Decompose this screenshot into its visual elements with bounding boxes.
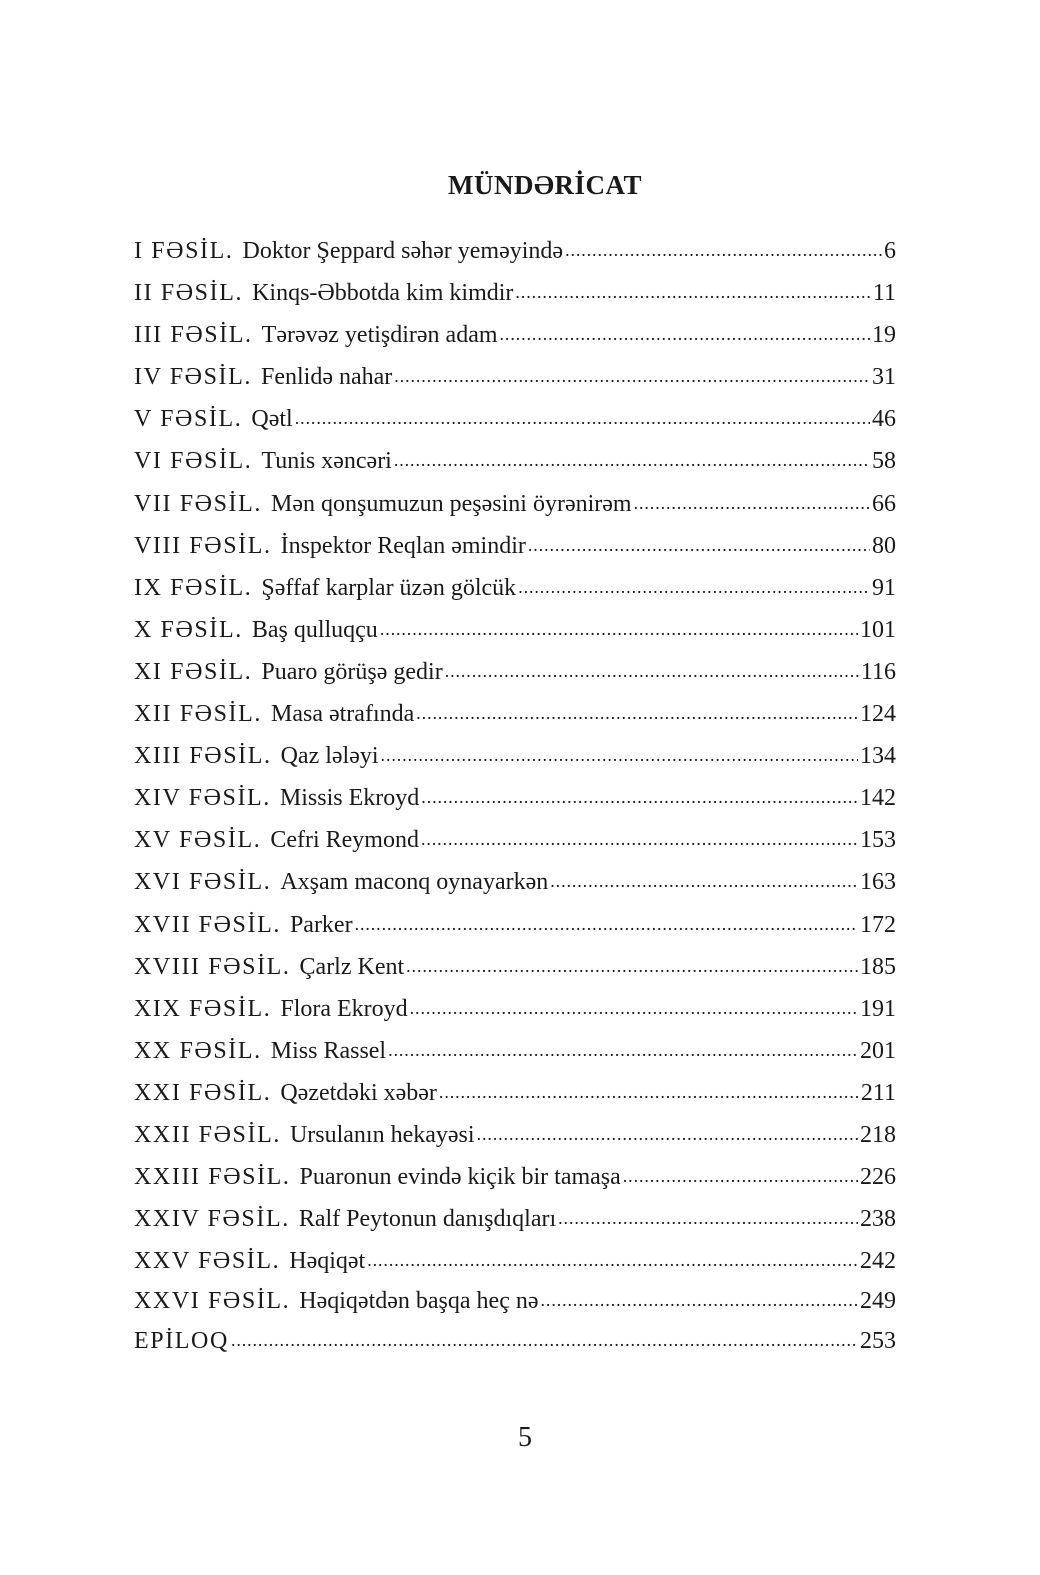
- toc-entry: [134, 1248, 896, 1288]
- chapter-page: 66: [872, 490, 896, 517]
- toc-entry: [134, 701, 896, 743]
- chapter-title: İnspektor Reqlan əmindir: [280, 532, 526, 559]
- dot-leader: [558, 1204, 858, 1231]
- chapter-page: 31: [872, 364, 896, 391]
- toc-entry: [134, 491, 896, 533]
- toc-entry-epilogue: [134, 1328, 896, 1370]
- table-of-contents: [134, 238, 896, 1370]
- chapter-label: I FƏSİL.: [134, 238, 234, 264]
- dot-leader: [565, 236, 882, 263]
- chapter-page: 185: [860, 953, 896, 980]
- chapter-label: XI FƏSİL.: [134, 658, 253, 685]
- chapter-title: Mən qonşumuzun peşəsini öyrənirəm: [271, 490, 632, 517]
- chapter-label: X FƏSİL.: [134, 616, 243, 643]
- chapter-page: 101: [860, 616, 896, 643]
- chapter-page: 249: [860, 1288, 896, 1315]
- chapter-title: Şəffaf karplar üzən gölcük: [261, 574, 517, 601]
- chapter-label: XXV FƏSİL.: [134, 1248, 281, 1275]
- toc-entry: [134, 954, 896, 996]
- chapter-label: VIII FƏSİL.: [134, 532, 272, 559]
- chapter-page: 253: [860, 1328, 896, 1355]
- chapter-label: II FƏSİL.: [134, 280, 244, 307]
- toc-entry: [134, 1206, 896, 1248]
- dot-leader: [500, 320, 870, 347]
- chapter-page: 58: [872, 448, 896, 475]
- toc-entry: [134, 617, 896, 659]
- chapter-page: 226: [860, 1164, 896, 1191]
- chapter-title: Həqiqətdən başqa heç nə: [299, 1288, 539, 1315]
- dot-leader: [445, 657, 859, 684]
- chapter-label: XXIII FƏSİL.: [134, 1164, 291, 1191]
- dot-leader: [295, 404, 870, 431]
- dot-leader: [416, 699, 858, 726]
- dot-leader: [528, 531, 870, 558]
- chapter-page: 201: [860, 1037, 896, 1064]
- chapter-page: 242: [860, 1248, 896, 1275]
- dot-leader: [477, 1120, 858, 1147]
- dot-leader: [394, 446, 870, 473]
- chapter-title: Ralf Peytonun danışdıqları: [298, 1206, 557, 1233]
- chapter-label: XV FƏSİL.: [134, 827, 262, 854]
- chapter-label: XII FƏSİL.: [134, 701, 262, 728]
- dot-leader: [550, 867, 858, 894]
- toc-entry: [134, 1164, 896, 1206]
- chapter-label: XIV FƏSİL.: [134, 785, 271, 812]
- dot-leader: [394, 362, 870, 389]
- dot-leader: [231, 1326, 858, 1353]
- chapter-label: VII FƏSİL.: [134, 490, 262, 517]
- chapter-label: EPİLOQ: [134, 1328, 229, 1355]
- dot-leader: [623, 1162, 858, 1189]
- chapter-title: Həqiqət: [289, 1248, 366, 1275]
- toc-entry: [134, 996, 896, 1038]
- chapter-title: Axşam maconq oynayarkən: [280, 869, 549, 896]
- chapter-label: XIX FƏSİL.: [134, 995, 272, 1022]
- chapter-page: 142: [860, 785, 896, 812]
- chapter-page: 211: [860, 1079, 896, 1106]
- dot-leader: [388, 1036, 858, 1063]
- chapter-label: IV FƏSİL.: [134, 364, 252, 391]
- chapter-title: Qaz lələyi: [280, 743, 379, 770]
- chapter-page: 91: [872, 574, 896, 601]
- dot-leader: [406, 952, 858, 979]
- chapter-page: 6: [884, 238, 896, 264]
- chapter-title: Fenlidə nahar: [260, 364, 393, 391]
- dot-leader: [421, 825, 858, 852]
- chapter-title: Qətl: [251, 406, 293, 433]
- chapter-title: Kinqs-Əbbotda kim kimdir: [252, 280, 514, 307]
- toc-entry: [134, 280, 896, 322]
- chapter-page: 163: [860, 869, 896, 896]
- toc-entry: [134, 827, 896, 869]
- chapter-page: 218: [860, 1121, 896, 1148]
- toc-entry: [134, 406, 896, 448]
- chapter-label: XXI FƏSİL.: [134, 1079, 272, 1106]
- chapter-title: Ursulanın hekayəsi: [289, 1121, 475, 1148]
- toc-entry: [134, 659, 896, 701]
- dot-leader: [367, 1246, 858, 1273]
- toc-entry: [134, 1288, 896, 1328]
- chapter-label: XXII FƏSİL.: [134, 1121, 281, 1148]
- dot-leader: [410, 994, 858, 1021]
- toc-entry: [134, 785, 896, 827]
- dot-leader: [634, 489, 870, 516]
- chapter-label: VI FƏSİL.: [134, 448, 253, 475]
- chapter-label: V FƏSİL.: [134, 406, 243, 433]
- chapter-page: 46: [872, 406, 896, 433]
- chapter-page: 19: [872, 322, 896, 349]
- chapter-title: Puaro görüşə gedir: [261, 658, 443, 685]
- dot-leader: [381, 741, 858, 768]
- chapter-label: XXIV FƏSİL.: [134, 1206, 290, 1233]
- chapter-label: XVII FƏSİL.: [134, 911, 281, 938]
- chapter-label: IX FƏSİL.: [134, 574, 253, 601]
- chapter-title: Flora Ekroyd: [280, 995, 408, 1022]
- chapter-page: 191: [860, 995, 896, 1022]
- chapter-title: Baş qulluqçu: [251, 616, 378, 643]
- toc-entry: [134, 238, 896, 280]
- dot-leader: [439, 1078, 859, 1105]
- toc-entry: [134, 869, 896, 911]
- chapter-page: 80: [872, 532, 896, 559]
- dot-leader: [515, 278, 870, 305]
- toc-entry: [134, 1038, 896, 1080]
- page-number: 5: [518, 1422, 532, 1453]
- toc-entry: [134, 1080, 896, 1122]
- toc-entry: [134, 364, 896, 406]
- chapter-title: Tərəvəz yetişdirən adam: [261, 322, 498, 349]
- toc-entry: [134, 533, 896, 575]
- toc-entry: [134, 743, 896, 785]
- chapter-label: XX FƏSİL.: [134, 1037, 262, 1064]
- chapter-label: XXVI FƏSİL.: [134, 1288, 291, 1315]
- chapter-title: Puaronun evində kiçik bir tamaşa: [299, 1164, 621, 1191]
- chapter-page: 153: [860, 827, 896, 854]
- chapter-title: Masa ətrafında: [271, 701, 415, 728]
- chapter-label: XVI FƏSİL.: [134, 869, 272, 896]
- chapter-label: III FƏSİL.: [134, 322, 253, 349]
- chapter-page: 124: [860, 701, 896, 728]
- chapter-page: 238: [860, 1206, 896, 1233]
- dot-leader: [380, 615, 858, 642]
- chapter-label: XVIII FƏSİL.: [134, 953, 291, 980]
- toc-entry: [134, 1122, 896, 1164]
- chapter-title: Doktor Şeppard səhər yeməyində: [242, 238, 564, 264]
- chapter-title: Qəzetdəki xəbər: [280, 1079, 437, 1106]
- chapter-page: 134: [860, 743, 896, 770]
- dot-leader: [541, 1286, 858, 1313]
- dot-leader: [518, 573, 870, 600]
- chapter-title: Tunis xəncəri: [261, 448, 392, 475]
- chapter-page: 11: [872, 280, 896, 307]
- chapter-page: 116: [860, 658, 896, 685]
- chapter-title: Cefri Reymond: [270, 827, 419, 854]
- dot-leader: [355, 910, 858, 937]
- toc-entry: [134, 322, 896, 364]
- chapter-title: Çarlz Kent: [299, 953, 405, 980]
- dot-leader: [421, 783, 858, 810]
- chapter-title: Miss Rassel: [270, 1037, 387, 1064]
- toc-entry: [134, 912, 896, 954]
- chapter-page: 172: [860, 911, 896, 938]
- chapter-title: Parker: [289, 911, 353, 938]
- toc-entry: [134, 575, 896, 617]
- chapter-label: XIII FƏSİL.: [134, 743, 272, 770]
- chapter-title: Missis Ekroyd: [279, 785, 420, 812]
- page-title: MÜNDƏRİCAT: [448, 170, 642, 201]
- toc-entry: [134, 448, 896, 490]
